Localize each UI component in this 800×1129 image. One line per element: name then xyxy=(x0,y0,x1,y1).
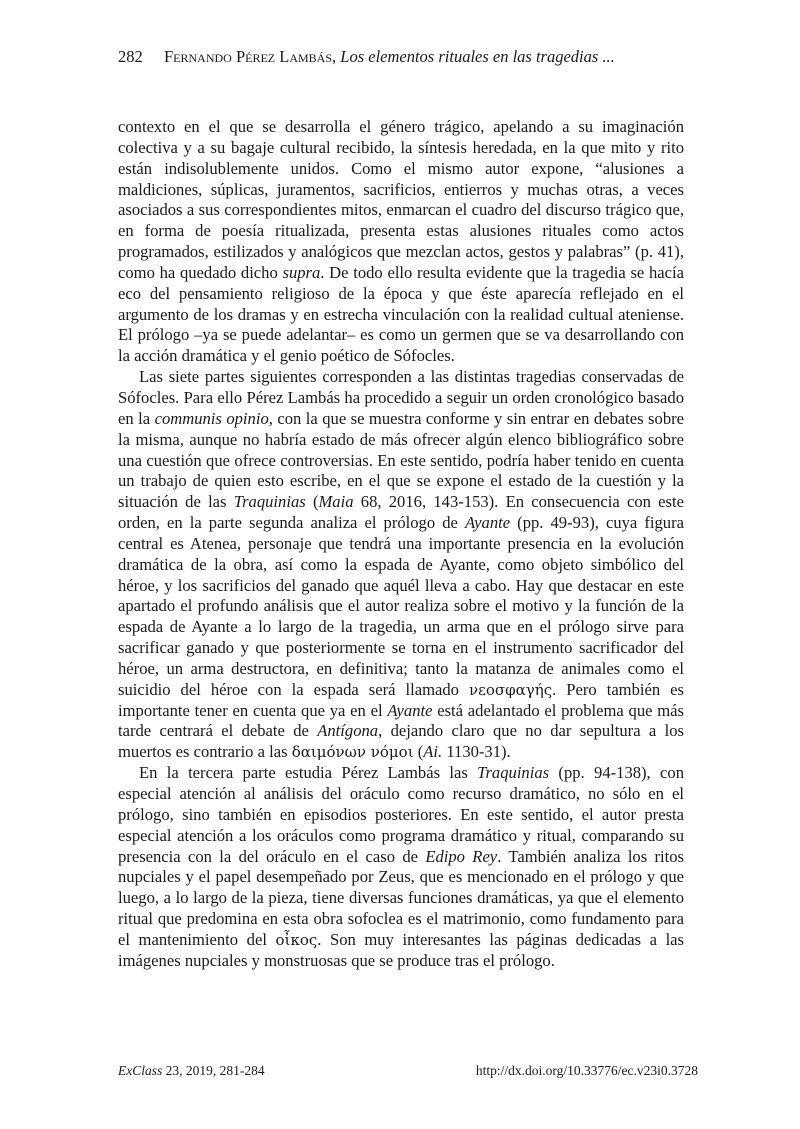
text-run: está adelantado el problema que más tarde centrará el debate de xyxy=(118,700,684,741)
article-body xyxy=(118,117,684,972)
italic-text: Traquinias xyxy=(477,763,550,783)
text-run: 68, 2016, 143-153). En consecuencia con este orden, en la parte segunda analiza el prólogo de xyxy=(118,492,684,533)
header-title: Los elementos rituales en las tragedias ... xyxy=(340,47,615,66)
volume-pages: 23, 2019, 281-284 xyxy=(162,1063,265,1078)
italic-text: Maia xyxy=(318,492,354,512)
text-run: 1130-31). xyxy=(442,742,511,762)
text-run: Las siete partes siguientes corresponden a las distintas tragedias conservadas de Sófocles. Para ello Pérez Lambás ha procedido a seguir un orden cronológico basado en la xyxy=(118,367,684,428)
greek-text: οἶκος xyxy=(275,930,318,949)
running-header xyxy=(118,46,698,68)
greek-text: νεοσφαγής xyxy=(468,680,553,699)
italic-text: Antígona xyxy=(317,721,379,741)
italic-text: supra xyxy=(282,262,321,282)
page-footer xyxy=(118,1062,698,1080)
italic-text: Edipo Rey xyxy=(425,846,498,866)
footer-citation xyxy=(118,1062,265,1080)
text-run: . Son muy interesantes las páginas dedicadas a las imágenes nupciales y monstruosas que se produce tras el prólogo. xyxy=(118,929,685,970)
text-run: En la tercera parte estudia Pérez Lambás las xyxy=(139,763,478,783)
text-run: . También analiza los ritos nupciales y el papel desempeñado por Zeus, que es mencionado en el prólogo y que luego, a lo largo de la pieza, tiene diversas funciones dramáticas, ya que el elemento ritual que predomina en esta obra sofoclea es el matrimonio, como fundamento para el mantenimiento del xyxy=(118,846,685,949)
text-run: (pp. 94-138), con especial atención al análisis del oráculo como recurso dramático, no sólo en el prólogo, sino también en episodios posteriores. En este sentido, el autor presta especial atención a los oráculos como programa dramático y ritual, comparando su presencia con la del oráculo en el caso de xyxy=(118,763,684,866)
page-number: 282 xyxy=(118,47,143,66)
text-run: . De todo ello resulta evidente que la tragedia se hacía eco del pensamiento religioso de la época y que éste aparecía reflejado en el argumento de los dramas y en estrecha vinculación con la realidad cultual ateniense. El prólogo –ya se puede adelantar– es como un germen que se va desarrollando con la acción dramática y el genio poético de Sófocles. xyxy=(118,262,684,366)
italic-text: Ai. xyxy=(423,742,443,762)
italic-text: Ayante xyxy=(464,513,511,533)
italic-text: Traquinias xyxy=(233,492,306,512)
header-author: Fernando Pérez Lambás xyxy=(164,47,333,66)
text-run: , dejando claro que no dar sepultura a los muertos es contrario a las xyxy=(118,721,684,762)
header-separator: , xyxy=(332,47,341,66)
italic-text: Ayante xyxy=(387,700,433,720)
text-run: . Pero también es importante tener en cuenta que ya en el xyxy=(118,679,684,720)
doi-link[interactable]: http://dx.doi.org/10.33776/ec.v23i0.3728 xyxy=(475,1063,698,1078)
text-run: , con la que se muestra conforme y sin entrar en debates sobre la misma, aunque no habría estado de más ofrecer algún elenco bibliográfico sobre una cuestión que ofrece controversias. En este sentido, podría haber tenido en cuenta un trabajo de quien esto escribe, en el que se expone el estado de la cuestión y la situación de las xyxy=(118,408,685,512)
greek-text: δαιμόνων νόμοι xyxy=(291,743,414,762)
text-run: (pp. 49-93), cuya figura central es Atenea, personaje que tendrá una importante presencia en la evolución dramática de la obra, así como la espada de Ayante, como objeto simbólico del héroe, y los sacrificios del ganado que aquél lleva a cabo. Hay que destacar en este apartado el profundo análisis que el autor realiza sobre el motivo y la función de la espada de Ayante a lo largo de la tragedia, un arma que en el prólogo sirve para sacrificar ganado y que posteriormente se torna en el instrumento sacrificador del héroe, un arma destructora, en definitiva; tanto la matanza de animales como el suicidio del héroe con la espada será llamado xyxy=(118,513,684,699)
journal-name: ExClass xyxy=(118,1063,163,1078)
paragraph xyxy=(118,117,684,367)
text-run: ( xyxy=(413,742,424,762)
text-run: ( xyxy=(305,492,319,512)
paragraph xyxy=(118,763,684,971)
text-run: contexto en el que se desarrolla el género trágico, apelando a su imaginación colectiva y a su bagaje cultural recibido, la síntesis heredada, en la que mito y rito están indisolublemente unidos. Como el mismo autor expone, “alusiones a maldiciones, súplicas, juramentos, sacrificios, entierros y muchas otras, a veces asociados a sus correspondientes mitos, enmarcan el cuadro del discurso trágico que, en forma de poesía ritualizada, presenta estas alusiones rituales como actos programados, estilizados y analógicos que mezclan actos, gestos y palabras” (p. 41), como ha quedado dicho xyxy=(118,117,684,282)
paragraph xyxy=(118,367,684,763)
italic-text: communis opinio xyxy=(154,408,269,428)
